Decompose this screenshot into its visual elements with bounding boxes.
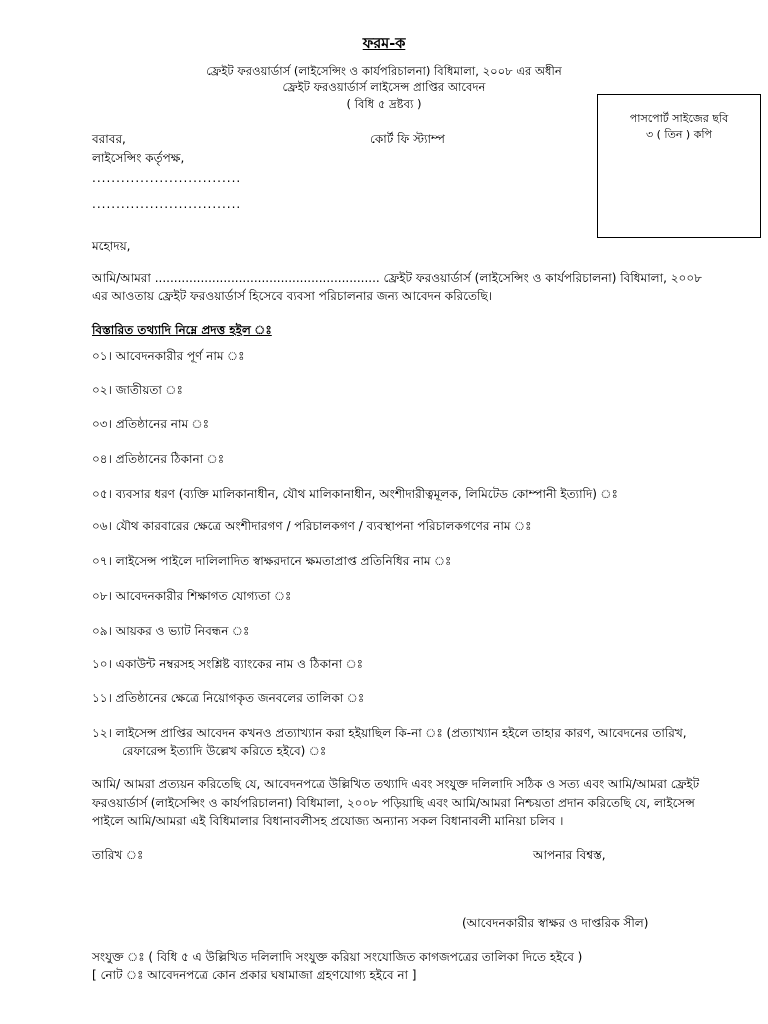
court-fee-stamp: কোর্ট ফি স্ট্যাম্প [370,132,445,146]
address-authority: লাইসেন্সিং কর্তৃপক্ষ, [92,151,185,165]
form-item-continuation: রেফারেন্স ইত্যাদি উল্লেখ করিতে হইবে) ঃ [122,744,327,758]
form-item: ০৬। যৌথ কারবারের ক্ষেত্রে অংশীদারগণ / পরিচালকগণ / ব্যবস্থাপনা পরিচালকগণের নাম ঃ [92,519,532,533]
yours-faithfully: আপনার বিশ্বস্ত, [533,848,606,862]
form-item: ০৮। আবেদনকারীর শিক্ষাগত যোগ্যতা ঃ [92,589,292,603]
passport-photo-box [597,94,761,238]
details-heading: বিস্তারিত তথ্যাদি নিম্নে প্রদত্ত হইল ঃ [92,323,272,337]
salutation: মহোদয়, [92,239,131,253]
address-blank-line: ............................... [92,197,242,211]
rule-reference: ফ্রেইট ফরওয়ার্ডার্স (লাইসেন্সিং ও কার্যপরিচালনা) বিধিমালা, ২০০৮ এর অধীন [206,64,562,78]
declaration-line: আমি/ আমরা প্রত্যয়ন করিতেছি যে, আবেদনপত্রে উল্লিখিত তথ্যাদি এবং সংযুক্ত দলিলাদি সঠিক ও সত্য এবং আমি/আমরা ফ্রেইট [92,777,700,791]
intro-line: এর আওতায় ফ্রেইট ফরওয়ার্ডার্স হিসেবে ব্যবসা পরিচালনার জন্য আবেদন করিতেছি। [92,289,493,303]
form-item: ০৫। ব্যবসার ধরণ (ব্যক্তি মালিকানাধীন, যৌথ মালিকানাধীন, অংশীদারীত্বমূলক, লিমিটেড কোম্পানী ইত্যাদি) ঃ [92,487,618,501]
signature-label: (আবেদনকারীর স্বাক্ষর ও দাপ্তরিক সীল) [462,916,649,930]
photo-instruction: পাসপোর্ট সাইজের ছবি [629,112,729,125]
form-item: ১১। প্রতিষ্ঠানের ক্ষেত্রে নিয়োগকৃত জনবলের তালিকা ঃ [92,691,365,705]
rule-note: ( বিধি ৫ দ্রষ্টব্য ) [346,97,422,111]
form-item: ০২। জাতীয়তা ঃ [92,383,183,397]
form-item: ০৩। প্রতিষ্ঠানের নাম ঃ [92,417,210,431]
date-label: তারিখ ঃ [92,848,144,862]
declaration-line: পাইলে আমি/আমরা এই বিধিমালার বিধানাবলীসহ প্রযোজ্য অন্যান্য সকল বিধানাবলী মানিয়া চলিব । [92,814,564,828]
form-item: ১২। লাইসেন্স প্রাপ্তির আবেদন কখনও প্রত্যাখ্যান করা হইয়াছিল কি-না ঃ (প্রত্যাখ্যান হইলে তাহার কারণ, আবেদনের তারিখ, [92,726,687,740]
footer-note: [ নোট ঃ আবেদনপত্রে কোন প্রকার ঘষামাজা গ্রহণযোগ্য হইবে না ] [92,968,417,982]
photo-copies: ৩ ( তিন ) কপি [646,128,712,141]
address-blank-line: ............................... [92,171,242,185]
form-item: ০৭। লাইসেন্স পাইলে দালিলাদিত স্বাক্ষরদানে ক্ষমতাপ্রাপ্ত প্রতিনিধির নাম ঃ [92,554,452,568]
form-item: ০৯। আয়কর ও ভ্যাট নিবন্ধন ঃ [92,624,250,638]
form-item: ০১। আবেদনকারীর পূর্ণ নাম ঃ [92,349,245,363]
form-title: ফরম-ক [362,36,406,52]
enclosure-note: সংযুক্ত ঃ ( বিধি ৫ এ উল্লিখিত দলিলাদি সংযুক্ত করিয়া সংযোজিত কাগজপত্রের তালিকা দিতে হইবে ) [92,950,583,964]
address-to: বরাবর, [92,132,126,146]
intro-line: আমি/আমরা ........................................................... ফ্রেইট ফরওয়ার্ডার্স (লাইসেন্সিং ও কার্যপরিচালনা) বিধিমালা, ২০০৮ [92,271,702,285]
declaration-line: ফরওয়ার্ডার্স (লাইসেন্সিং ও কার্যপরিচালনা) বিধিমালা, ২০০৮ পড়িয়াছি এবং আমি/আমরা নিশ্চয়তা প্রদান করিতেছি যে, লাইসেন্স [92,796,695,810]
form-item: ০৪। প্রতিষ্ঠানের ঠিকানা ঃ [92,452,225,466]
form-item: ১০। একাউন্ট নম্বরসহ সংশ্লিষ্ট ব্যাংকের নাম ও ঠিকানা ঃ [92,657,364,671]
form-subject: ফ্রেইট ফরওয়ার্ডার্স লাইসেন্স প্রাপ্তির আবেদন [282,80,486,94]
